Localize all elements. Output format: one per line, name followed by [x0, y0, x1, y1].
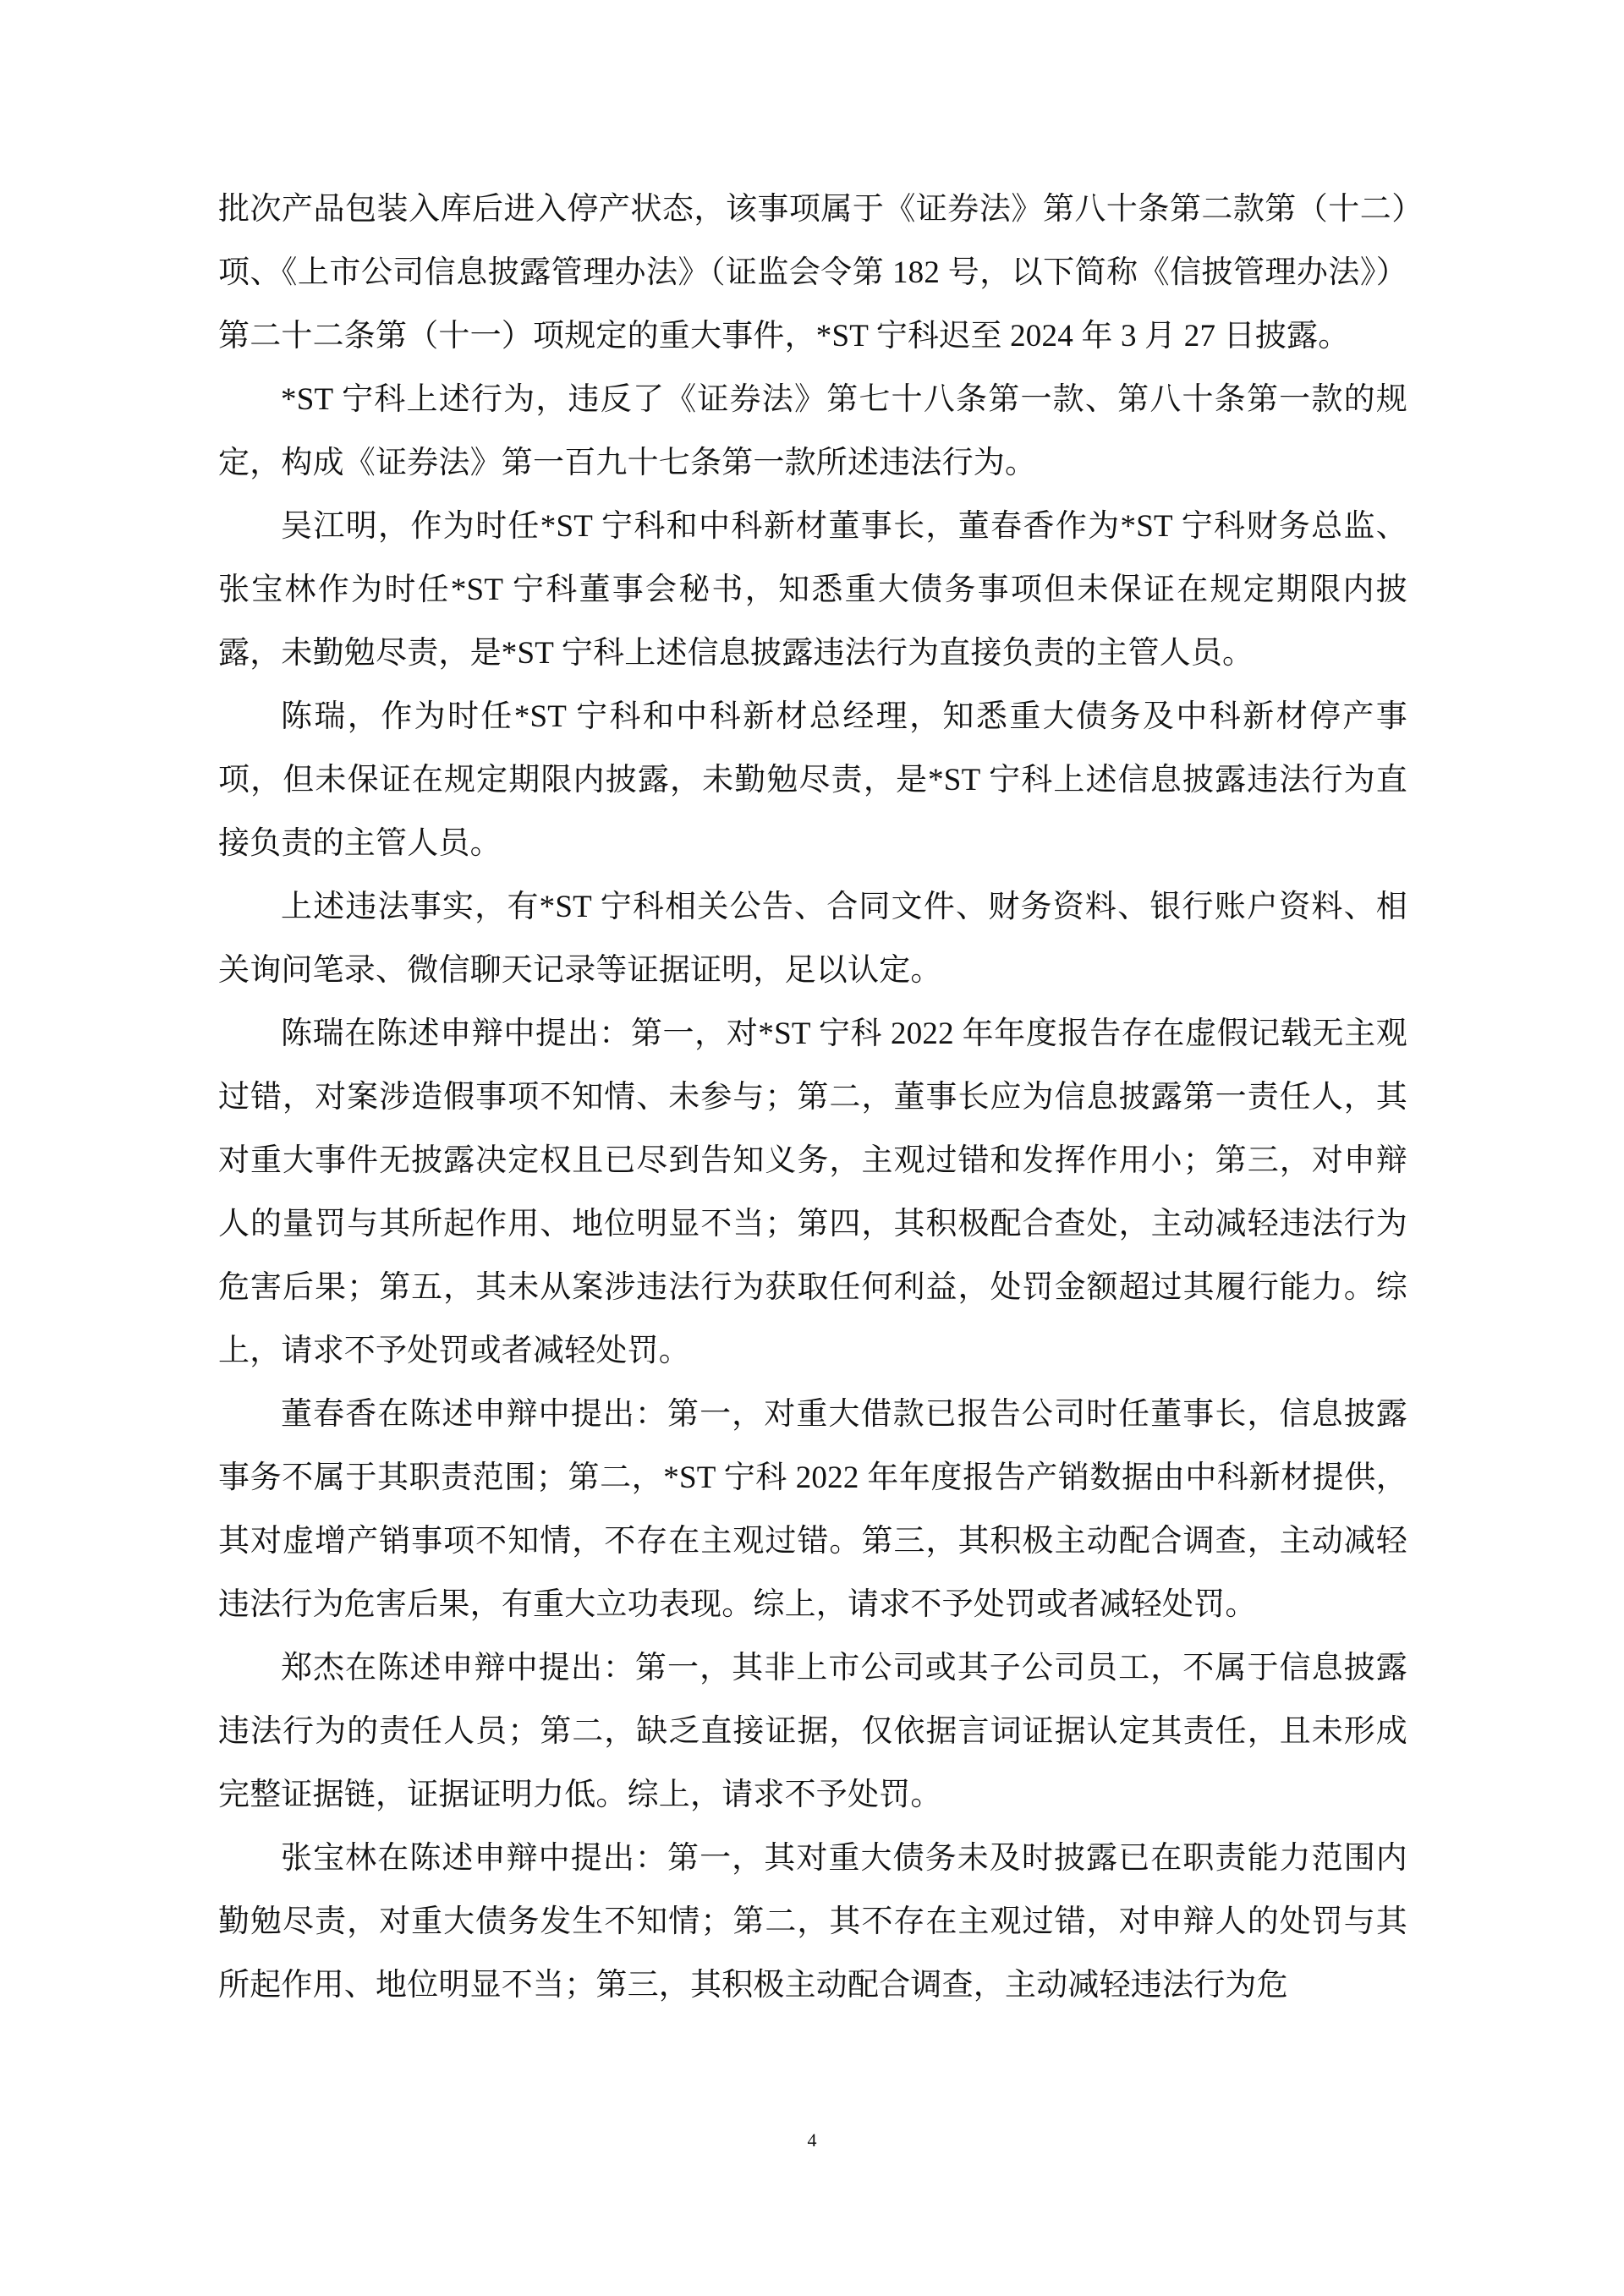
page-number: 4	[807, 2129, 817, 2151]
document-body	[218, 178, 1407, 2017]
paragraph: 吴江明，作为时任*ST 宁科和中科新材董事长，董春香作为*ST 宁科财务总监、张宝林作为时任*ST 宁科董事会秘书，知悉重大债务事项但未保证在规定期限内披露，未勤勉尽责，是*ST 宁科上述信息披露违法行为直接负责的主管人员。	[218, 509, 1407, 671]
paragraph: *ST 宁科上述行为，违反了《证券法》第七十八条第一款、第八十条第一款的规定，构成《证券法》第一百九十七条第一款所述违法行为。	[218, 382, 1407, 480]
paragraph: 批次产品包装入库后进入停产状态，该事项属于《证券法》第八十条第二款第（十二）项、《上市公司信息披露管理办法》（证监会令第 182 号，以下简称《信披管理办法》）第二十二条第（十一）项规定的重大事件，*ST 宁科迟至 2024 年 3 月 27 日披露。	[218, 192, 1407, 353]
paragraph: 陈瑞在陈述申辩中提出：第一，对*ST 宁科 2022 年年度报告存在虚假记载无主观过错，对案涉造假事项不知情、未参与；第二，董事长应为信息披露第一责任人，其对重大事件无披露决定权且已尽到告知义务，主观过错和发挥作用小；第三，对申辩人的量罚与其所起作用、地位明显不当；第四，其积极配合查处，主动减轻违法行为危害后果；第五，其未从案涉违法行为获取任何利益，处罚金额超过其履行能力。综上，请求不予处罚或者减轻处罚。	[218, 1016, 1407, 1368]
paragraph: 郑杰在陈述申辩中提出：第一，其非上市公司或其子公司员工，不属于信息披露违法行为的责任人员；第二，缺乏直接证据，仅依据言词证据认定其责任，且未形成完整证据链，证据证明力低。综上，请求不予处罚。	[218, 1651, 1407, 1812]
paragraph: 陈瑞，作为时任*ST 宁科和中科新材总经理，知悉重大债务及中科新材停产事项，但未保证在规定期限内披露，未勤勉尽责，是*ST 宁科上述信息披露违法行为直接负责的主管人员。	[218, 699, 1407, 861]
paragraph: 张宝林在陈述申辩中提出：第一，其对重大债务未及时披露已在职责能力范围内勤勉尽责，对重大债务发生不知情；第二，其不存在主观过错，对申辩人的处罚与其所起作用、地位明显不当；第三，其积极主动配合调查，主动减轻违法行为危	[218, 1841, 1407, 2003]
paragraph: 董春香在陈述申辩中提出：第一，对重大借款已报告公司时任董事长，信息披露事务不属于其职责范围；第二，*ST 宁科 2022 年年度报告产销数据由中科新材提供，其对虚增产销事项不知情，不存在主观过错。第三，其积极主动配合调查，主动减轻违法行为危害后果，有重大立功表现。综上，请求不予处罚或者减轻处罚。	[218, 1397, 1407, 1622]
paragraph: 上述违法事实，有*ST 宁科相关公告、合同文件、财务资料、银行账户资料、相关询问笔录、微信聊天记录等证据证明，足以认定。	[218, 890, 1407, 988]
